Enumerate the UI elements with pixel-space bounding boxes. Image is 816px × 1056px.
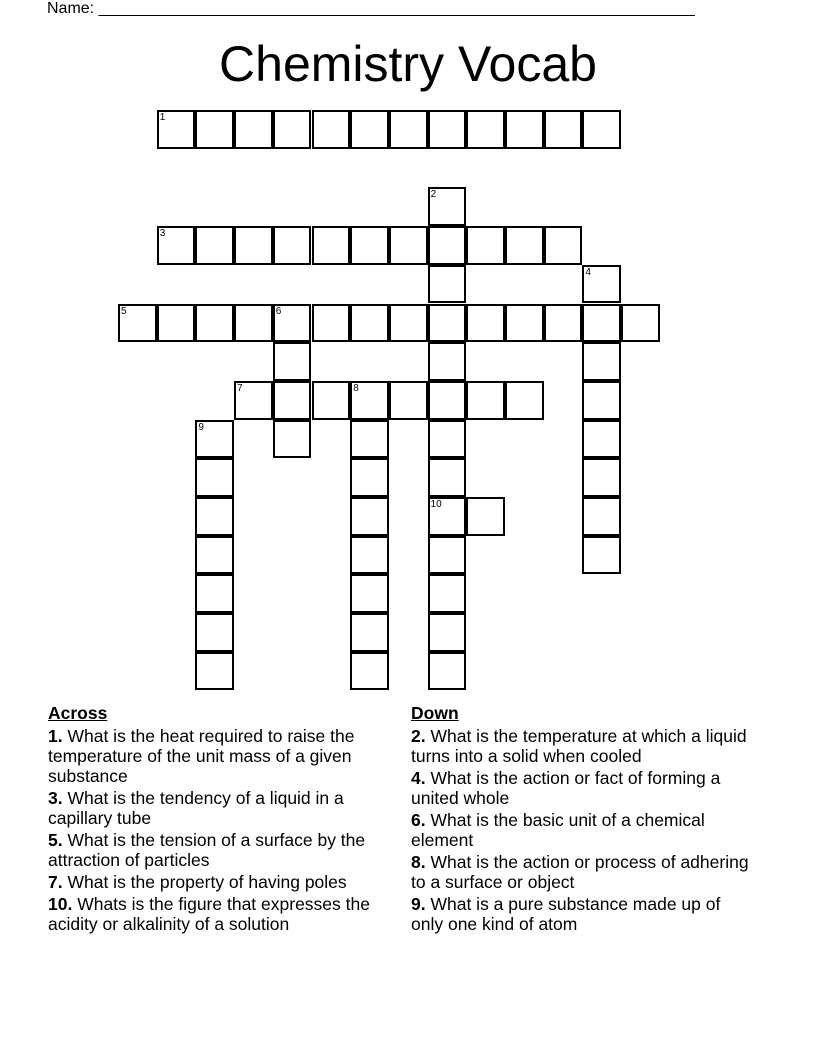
grid-cell[interactable] [505,381,544,420]
cell-number: 10 [430,499,442,510]
grid-cell[interactable] [312,381,351,420]
grid-cell[interactable] [389,226,428,265]
grid-cell[interactable] [195,420,234,459]
grid-cell[interactable] [428,265,467,304]
grid-cell[interactable] [505,304,544,343]
across-clues [48,702,388,936]
grid-cell[interactable] [157,110,196,149]
clue-across-3: 3. What is the tendency of a liquid in a capillary tube [48,788,344,828]
grid-cell[interactable] [466,497,505,536]
grid-cell[interactable] [582,342,621,381]
across-heading: Across [48,703,108,723]
grid-cell[interactable] [428,381,467,420]
grid-cell[interactable] [350,381,389,420]
grid-cell[interactable] [350,613,389,652]
grid-cell[interactable] [157,226,196,265]
name-line[interactable]: Name: ___________________________________________________________________ [47,0,695,17]
grid-cell[interactable] [582,497,621,536]
clue-down-9: 9. What is a pure substance made up of only one kind of atom [411,894,721,934]
cell-number: 8 [353,382,359,394]
grid-cell[interactable] [273,110,312,149]
grid-cell[interactable] [234,304,273,343]
grid-cell[interactable] [312,226,351,265]
cell-number: 5 [121,305,127,317]
grid-cell[interactable] [428,304,467,343]
cell-number: 7 [237,382,243,394]
grid-cell[interactable] [428,497,467,536]
grid-cell[interactable] [582,420,621,459]
grid-cell[interactable] [350,497,389,536]
grid-cell[interactable] [582,110,621,149]
grid-cell[interactable] [273,420,312,459]
clue-down-8: 8. What is the action or process of adhering to a surface or object [411,852,749,892]
grid-cell[interactable] [389,381,428,420]
cell-number: 3 [159,228,166,240]
grid-cell[interactable] [157,304,196,343]
grid-cell[interactable] [428,458,467,497]
clue-across-1: 1. What is the heat required to raise the temperature of the unit mass of a given substance [48,726,355,786]
grid-cell[interactable] [428,110,467,149]
grid-cell[interactable] [428,574,467,613]
cell-number: 2 [430,189,437,201]
grid-cell[interactable] [195,652,234,691]
grid-cell[interactable] [428,342,467,381]
grid-cell[interactable] [312,304,351,343]
grid-cell[interactable] [312,110,351,149]
grid-cell[interactable] [350,226,389,265]
grid-cell[interactable] [350,110,389,149]
grid-cell[interactable] [466,226,505,265]
grid-cell[interactable] [195,304,234,343]
grid-cell[interactable] [582,458,621,497]
grid-cell[interactable] [582,381,621,420]
grid-cell[interactable] [195,574,234,613]
grid-cell[interactable] [582,304,621,343]
grid-cell[interactable] [505,226,544,265]
cell-number: 9 [198,421,204,433]
grid-cell[interactable] [428,652,467,691]
grid-cell[interactable] [428,226,467,265]
grid-cell[interactable] [195,458,234,497]
down-heading: Down [411,703,459,723]
cell-number: 4 [585,266,591,278]
clue-across-10: 10. Whats is the figure that expresses the acidity or alkalinity of a solution [48,894,370,934]
grid-cell[interactable] [350,574,389,613]
grid-cell[interactable] [428,613,467,652]
grid-cell[interactable] [118,304,157,343]
grid-cell[interactable] [544,110,583,149]
cell-number: 6 [275,305,282,317]
clue-down-4: 4. What is the action or fact of forming a united whole [411,768,721,808]
grid-cell[interactable] [428,420,467,459]
grid-cell[interactable] [466,110,505,149]
grid-cell[interactable] [234,381,273,420]
cell-number: 1 [159,112,166,123]
grid-cell[interactable] [389,304,428,343]
grid-cell[interactable] [466,381,505,420]
grid-cell[interactable] [234,226,273,265]
grid-cell[interactable] [428,536,467,575]
grid-cell[interactable] [350,652,389,691]
grid-cell[interactable] [273,342,312,381]
grid-cell[interactable] [195,226,234,265]
grid-cell[interactable] [350,304,389,343]
grid-cell[interactable] [273,226,312,265]
grid-cell[interactable] [582,265,621,304]
grid-cell[interactable] [544,304,583,343]
grid-cell[interactable] [350,420,389,459]
grid-cell[interactable] [389,110,428,149]
grid-cell[interactable] [582,536,621,575]
grid-cell[interactable] [195,497,234,536]
clue-across-5: 5. What is the tension of a surface by the attraction of particles [48,830,366,870]
down-clues [411,702,756,936]
grid-cell[interactable] [466,304,505,343]
grid-cell[interactable] [350,536,389,575]
page-title: Chemistry Vocab [219,36,597,92]
grid-cell[interactable] [428,187,467,226]
grid-cell[interactable] [273,381,312,420]
clue-across-7: 7. What is the property of having poles [48,872,347,892]
grid-cell[interactable] [195,536,234,575]
grid-cell[interactable] [350,458,389,497]
clue-down-6: 6. What is the basic unit of a chemical element [411,810,705,850]
clue-down-2: 2. What is the temperature at which a liquid turns into a solid when cooled [411,726,747,766]
grid-cell[interactable] [544,226,583,265]
grid-cell[interactable] [234,110,273,149]
grid-cell[interactable] [505,110,544,149]
grid-cell[interactable] [273,304,312,343]
grid-cell[interactable] [621,304,660,343]
grid-cell[interactable] [195,613,234,652]
grid-cell[interactable] [195,110,234,149]
